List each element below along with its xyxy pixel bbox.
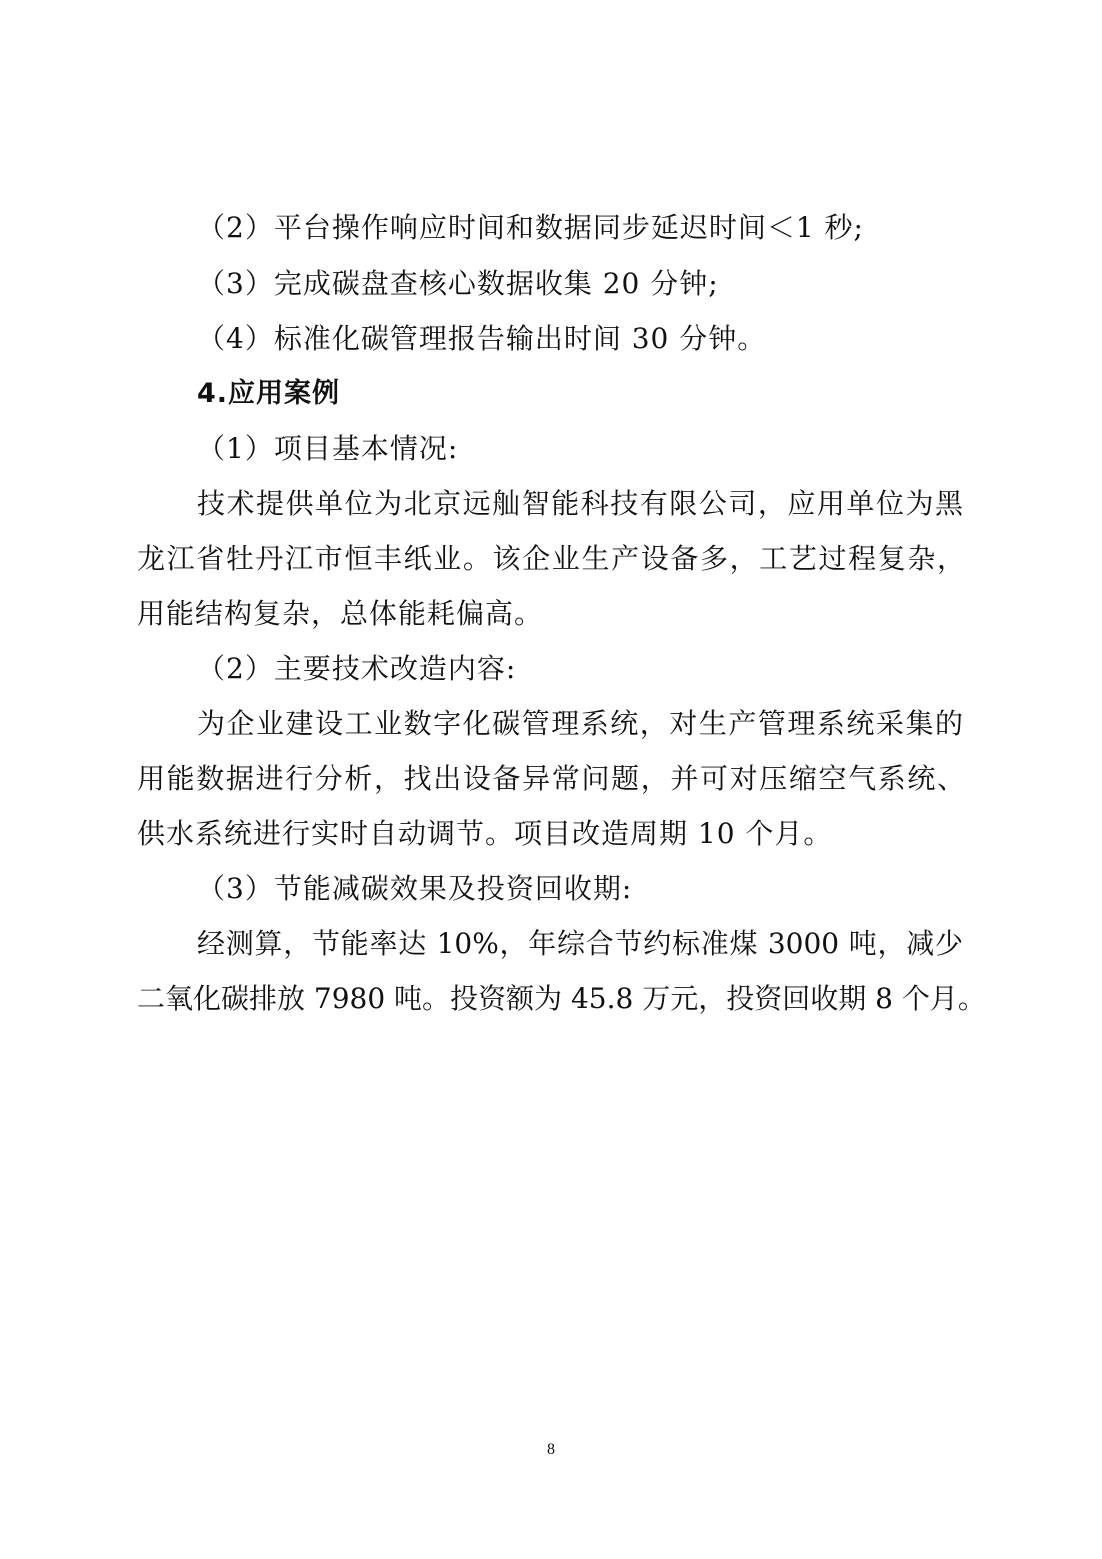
paragraph-line: 经测算，节能率达 10%，年综合节约标准煤 3000 吨，减少 — [197, 927, 963, 960]
page-number: 8 — [547, 1441, 555, 1458]
paragraph-line: 用能结构复杂，总体能耗偏高。 — [137, 597, 544, 630]
paragraph-line: 用能数据进行分析，找出设备异常问题，并可对压缩空气系统、 — [137, 762, 965, 795]
paragraph-line: 为企业建设工业数字化碳管理系统，对生产管理系统采集的 — [197, 707, 963, 740]
paragraph-line: 技术提供单位为北京远舢智能科技有限公司，应用单位为黑 — [197, 487, 963, 520]
subheading-project-basics: （1）项目基本情况: — [197, 432, 459, 465]
section-heading: 4.应用案例 — [197, 378, 341, 409]
paragraph-line: 龙江省牡丹江市恒丰纸业。该企业生产设备多，工艺过程复杂， — [137, 542, 965, 575]
list-item-report-output: （4）标准化碳管理报告输出时间 30 分钟。 — [197, 322, 767, 355]
list-item-data-collection: （3）完成碳盘查核心数据收集 20 分钟; — [197, 267, 719, 300]
subheading-effect-payback: （3）节能减碳效果及投资回收期: — [197, 872, 633, 905]
subheading-retrofit-content: （2）主要技术改造内容: — [197, 652, 517, 685]
paragraph-line: 二氧化碳排放 7980 吨。投资额为 45.8 万元，投资回收期 8 个月。 — [137, 982, 986, 1015]
paragraph-line: 供水系统进行实时自动调节。项目改造周期 10 个月。 — [137, 817, 833, 850]
list-item-response-time: （2）平台操作响应时间和数据同步延迟时间＜1 秒; — [197, 211, 864, 244]
